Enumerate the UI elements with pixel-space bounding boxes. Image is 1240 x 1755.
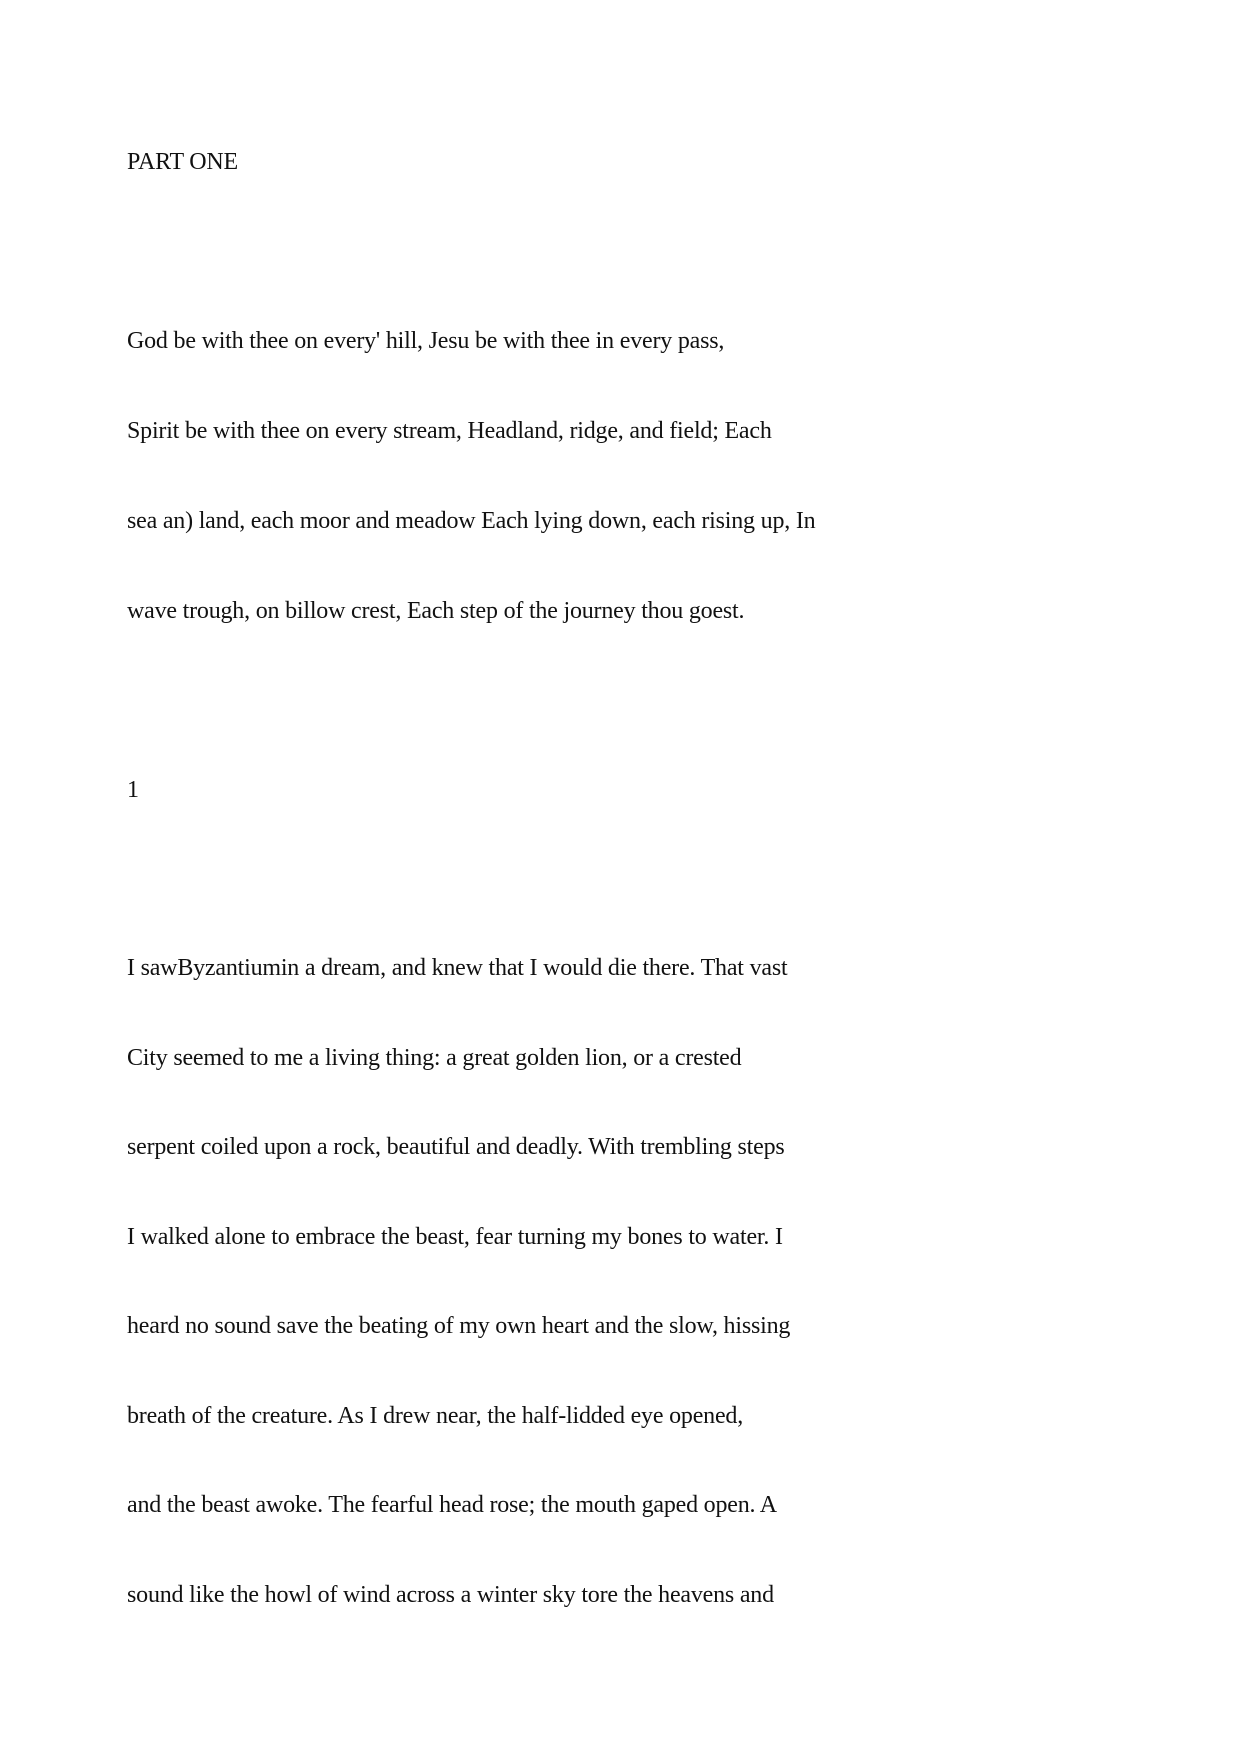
body-line: I sawByzantiumin a dream, and knew that I would die there. That vast (127, 955, 788, 981)
epigraph-line: sea an) land, each moor and meadow Each lying down, each rising up, In (127, 508, 816, 534)
part-heading: PART ONE (127, 149, 238, 175)
epigraph-line: Spirit be with thee on every stream, Headland, ridge, and field; Each (127, 418, 772, 444)
body-line: serpent coiled upon a rock, beautiful and deadly. With trembling steps (127, 1134, 785, 1160)
body-line: I walked alone to embrace the beast, fear turning my bones to water. I (127, 1224, 783, 1250)
chapter-number: 1 (127, 777, 139, 803)
epigraph-line: wave trough, on billow crest, Each step of the journey thou goest. (127, 598, 745, 624)
epigraph-line: God be with thee on every' hill, Jesu be with thee in every pass, (127, 328, 725, 354)
body-line: heard no sound save the beating of my own heart and the slow, hissing (127, 1313, 791, 1339)
body-line: sound like the howl of wind across a winter sky tore the heavens and (127, 1582, 774, 1608)
body-line: breath of the creature. As I drew near, the half-lidded eye opened, (127, 1403, 744, 1429)
body-line: City seemed to me a living thing: a great golden lion, or a crested (127, 1045, 742, 1071)
body-line: and the beast awoke. The fearful head rose; the mouth gaped open. A (127, 1492, 777, 1518)
